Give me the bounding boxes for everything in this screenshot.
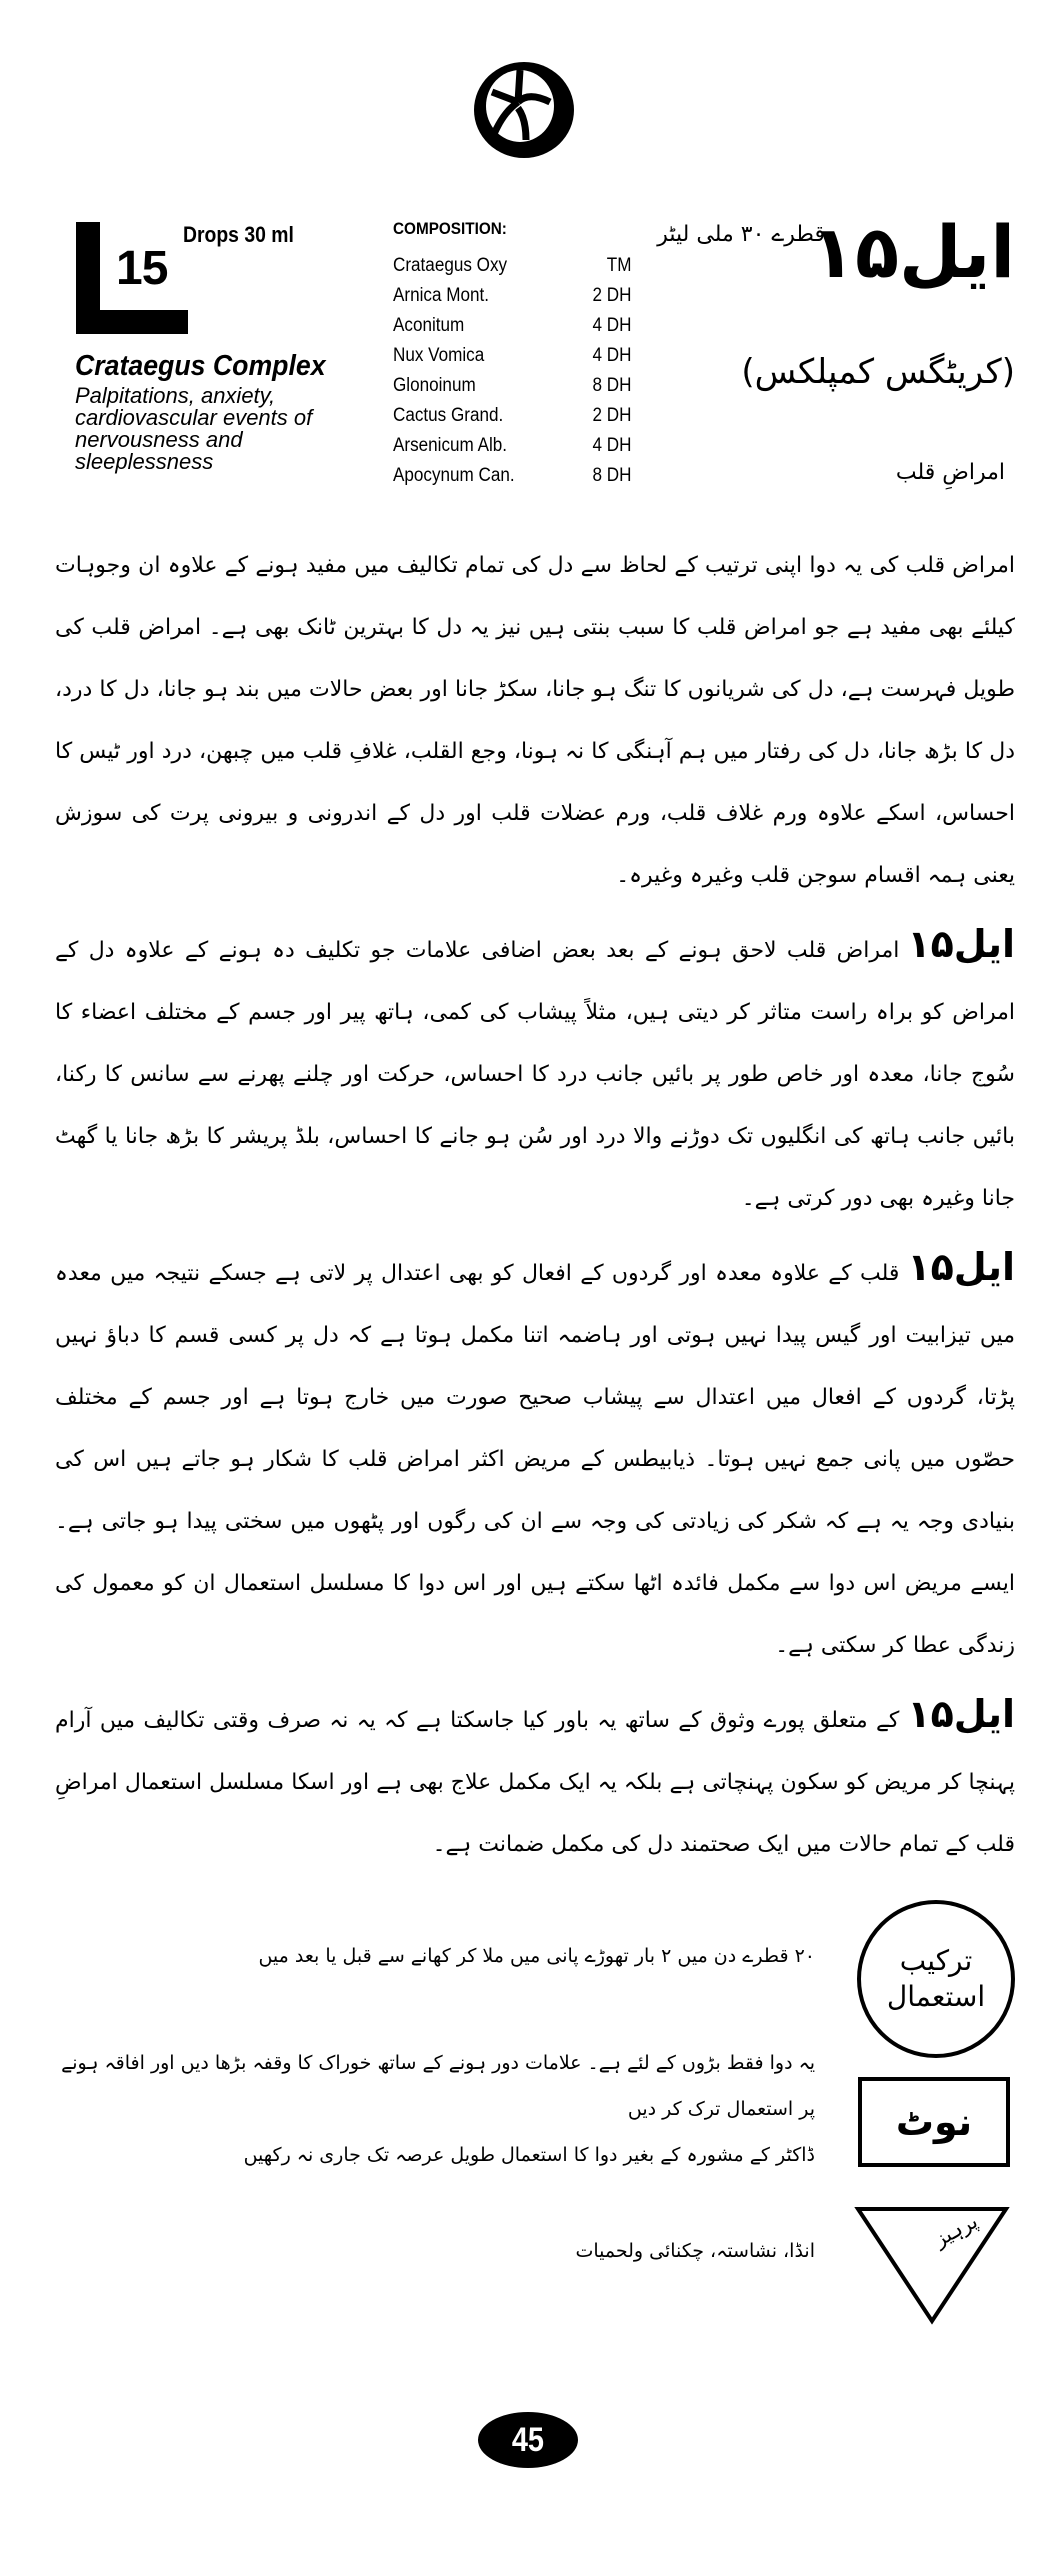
page-number: 45: [511, 2420, 545, 2459]
product-volume: Drops 30 ml: [183, 222, 294, 247]
composition-row: [393, 371, 632, 401]
usage-badge: [857, 1900, 1015, 2058]
ingredient-name: Crataegus Oxy: [393, 255, 508, 276]
product-code-number: 15: [116, 242, 168, 295]
body-paragraph: [55, 1683, 1015, 1876]
page-number-badge: [478, 2412, 578, 2468]
usage-instructions: ۲۰ قطرے دن میں ۲ بار تھوڑے پانی میں ملا کر کھانے سے قبل یا بعد میں: [258, 1945, 815, 1967]
inline-brand-mark: ایل۱۵: [907, 922, 1015, 966]
urdu-brand-title: ایل۱۵: [811, 210, 1015, 294]
ingredient-name: Arsenicum Alb.: [393, 435, 508, 456]
ingredient-name: Apocynum Can.: [393, 465, 515, 486]
composition-row: [393, 431, 632, 461]
note-line: یہ دوا فقط بڑوں کے لئے ہے۔ علامات دور ہونے کے ساتھ خوراک کا وقفہ بڑھا دیں اور افاقہ ہونے پر استعمال ترک کر دیں: [61, 2052, 815, 2120]
body-paragraph: [55, 1236, 1015, 1677]
ingredient-potency: 2 DH: [592, 405, 632, 426]
ingredient-potency: TM: [606, 255, 632, 276]
ingredient-potency: 8 DH: [592, 465, 632, 486]
urdu-body-text: [55, 535, 1015, 1882]
composition-row: [393, 401, 632, 431]
inline-brand-mark: ایل۱۵: [907, 1245, 1015, 1289]
usage-badge-line1: ترکیب: [899, 1943, 973, 1977]
oval-wheel-logo-icon: [470, 58, 578, 162]
paragraph-text: کے متعلق پورے وثوق کے ساتھ یہ باور کیا جاسکتا ہے کہ یہ نہ صرف وقتی تکالیف میں آرام پہنچا کر مریض کو سکون پہنچاتی ہے بلکہ یہ ایک مکمل علاج بھی ہے اور اسکا مسلسل استعمال امراضِ قلب کے تمام حالات میں ایک صحتمند دل کی مکمل ضمانت ہے۔: [55, 1708, 1015, 1857]
composition-table: [393, 219, 633, 491]
note-line: ڈاکٹر کے مشورہ کے بغیر دوا کا استعمال طویل عرصہ تک جاری نہ رکھیں: [243, 2144, 815, 2166]
composition-row: [393, 461, 632, 491]
ingredient-name: Cactus Grand.: [393, 405, 504, 426]
composition-row: [393, 341, 632, 371]
composition-row: [393, 251, 632, 281]
avoid-text: انڈا، نشاستہ، چکنائی ولحمیات: [575, 2240, 815, 2262]
ingredient-name: Arnica Mont.: [393, 285, 489, 306]
ingredient-name: Glonoinum: [393, 375, 476, 396]
urdu-product-subtitle: (کریٹگس کمپلکس): [741, 352, 1015, 392]
composition-row: [393, 311, 632, 341]
ingredient-potency: 4 DH: [592, 345, 632, 366]
urdu-volume: قطرے ۳۰ ملی لیٹر: [657, 222, 825, 247]
composition-title: COMPOSITION:: [393, 219, 507, 238]
note-badge: نوٹ: [858, 2077, 1010, 2167]
note-text: [55, 2040, 815, 2178]
body-paragraph: امراض قلب کی یہ دوا اپنی ترتیب کے لحاظ سے دل کی تمام تکالیف میں مفید ہونے کے علاوہ ان وجوہات کیلئے بھی مفید ہے جو امراض قلب کا سبب بنتی ہیں نیز یہ دل کا بہترین ٹانک بھی ہے۔ امراض قلب کی طویل فہرست ہے، دل کی شریانوں کا تنگ ہو جانا، سکڑ جانا اور بعض حالات میں بند ہو جانا، دل کا درد، دل کا بڑھ جانا، دل کی رفتار میں ہم آہنگی کا نہ ہونا، وجع القلب، غلافِ قلب میں چبھن، درد اور ٹیس کا احساس، اسکے علاوہ ورم غلاف قلب، ورم عضلات قلب اور دل کے اندرونی و بیرونی پرت کی سوزش یعنی ہمہ اقسام سوجن قلب وغیرہ وغیرہ۔: [55, 553, 1015, 888]
product-description: Palpitations, anxiety, cardiovascular events of nervousness and sleeplessness: [75, 383, 313, 474]
ingredient-potency: 8 DH: [592, 375, 632, 396]
code-letter-horizontal: [76, 310, 188, 334]
avoid-badge-label: پرہیز: [929, 2208, 981, 2252]
ingredient-potency: 4 DH: [592, 435, 632, 456]
body-paragraph: [55, 913, 1015, 1230]
paragraph-text: قلب کے علاوہ معدہ اور گردوں کے افعال کو بھی اعتدال پر لاتی ہے جسکے نتیجہ میں معدہ میں تیزابیت اور گیس پیدا نہیں ہوتی اور ہاضمہ اتنا مکمل ہوتا ہے کہ دل پر کسی قسم کا دباؤ نہیں پڑتا، گردوں کے افعال میں اعتدال سے پیشاب صحیح صورت میں خارج ہوتا ہے اور جسم کے مختلف حصّوں میں پانی جمع نہیں ہوتا۔ ذیابیطس کے مریض اکثر امراض قلب کا شکار ہو جاتے ہیں اس کی بنیادی وجہ یہ ہے کہ شکر کی زیادتی کی وجہ سے ان کی رگوں اور پٹھوں میں سختی پیدا ہو جاتی ہے۔ ایسے مریض اس دوا سے مکمل فائدہ اٹھا سکتے ہیں اور اس دوا کا مسلسل استعمال ان کو معمول کی زندگی عطا کر سکتی ہے۔: [55, 1261, 1015, 1658]
ingredient-potency: 4 DH: [592, 315, 632, 336]
ingredient-name: Nux Vomica: [393, 345, 485, 366]
product-name: Crataegus Complex: [75, 350, 326, 382]
usage-badge-line2: استعمال: [886, 1980, 986, 2013]
ingredient-name: Aconitum: [393, 315, 465, 336]
inline-brand-mark: ایل۱۵: [907, 1692, 1015, 1736]
ingredient-potency: 2 DH: [592, 285, 632, 306]
composition-row: [393, 281, 632, 311]
urdu-category: امراضِ قلب: [895, 460, 1005, 485]
avoid-triangle-icon: [854, 2205, 1010, 2325]
paragraph-text: امراض قلب لاحق ہونے کے بعد بعض اضافی علامات جو تکلیف دہ ہونے کے علاوہ دل کے امراض کو براہ راست متاثر کر دیتی ہیں، مثلاً پیشاب کی کمی، ہاتھ پیر اور جسم کے مختلف اعضاء کا سُوج جانا، معدہ اور خاص طور پر بائیں جانب درد کا احساس، حرکت اور چلنے پھرنے سے سانس کا رکنا، بائیں جانب ہاتھ کی انگلیوں تک دوڑنے والا درد اور سُن ہو جانے کا احساس، بلڈ پریشر کا بڑھ جانا یا گھٹ جانا وغیرہ بھی دور کرتی ہے۔: [55, 938, 1015, 1211]
